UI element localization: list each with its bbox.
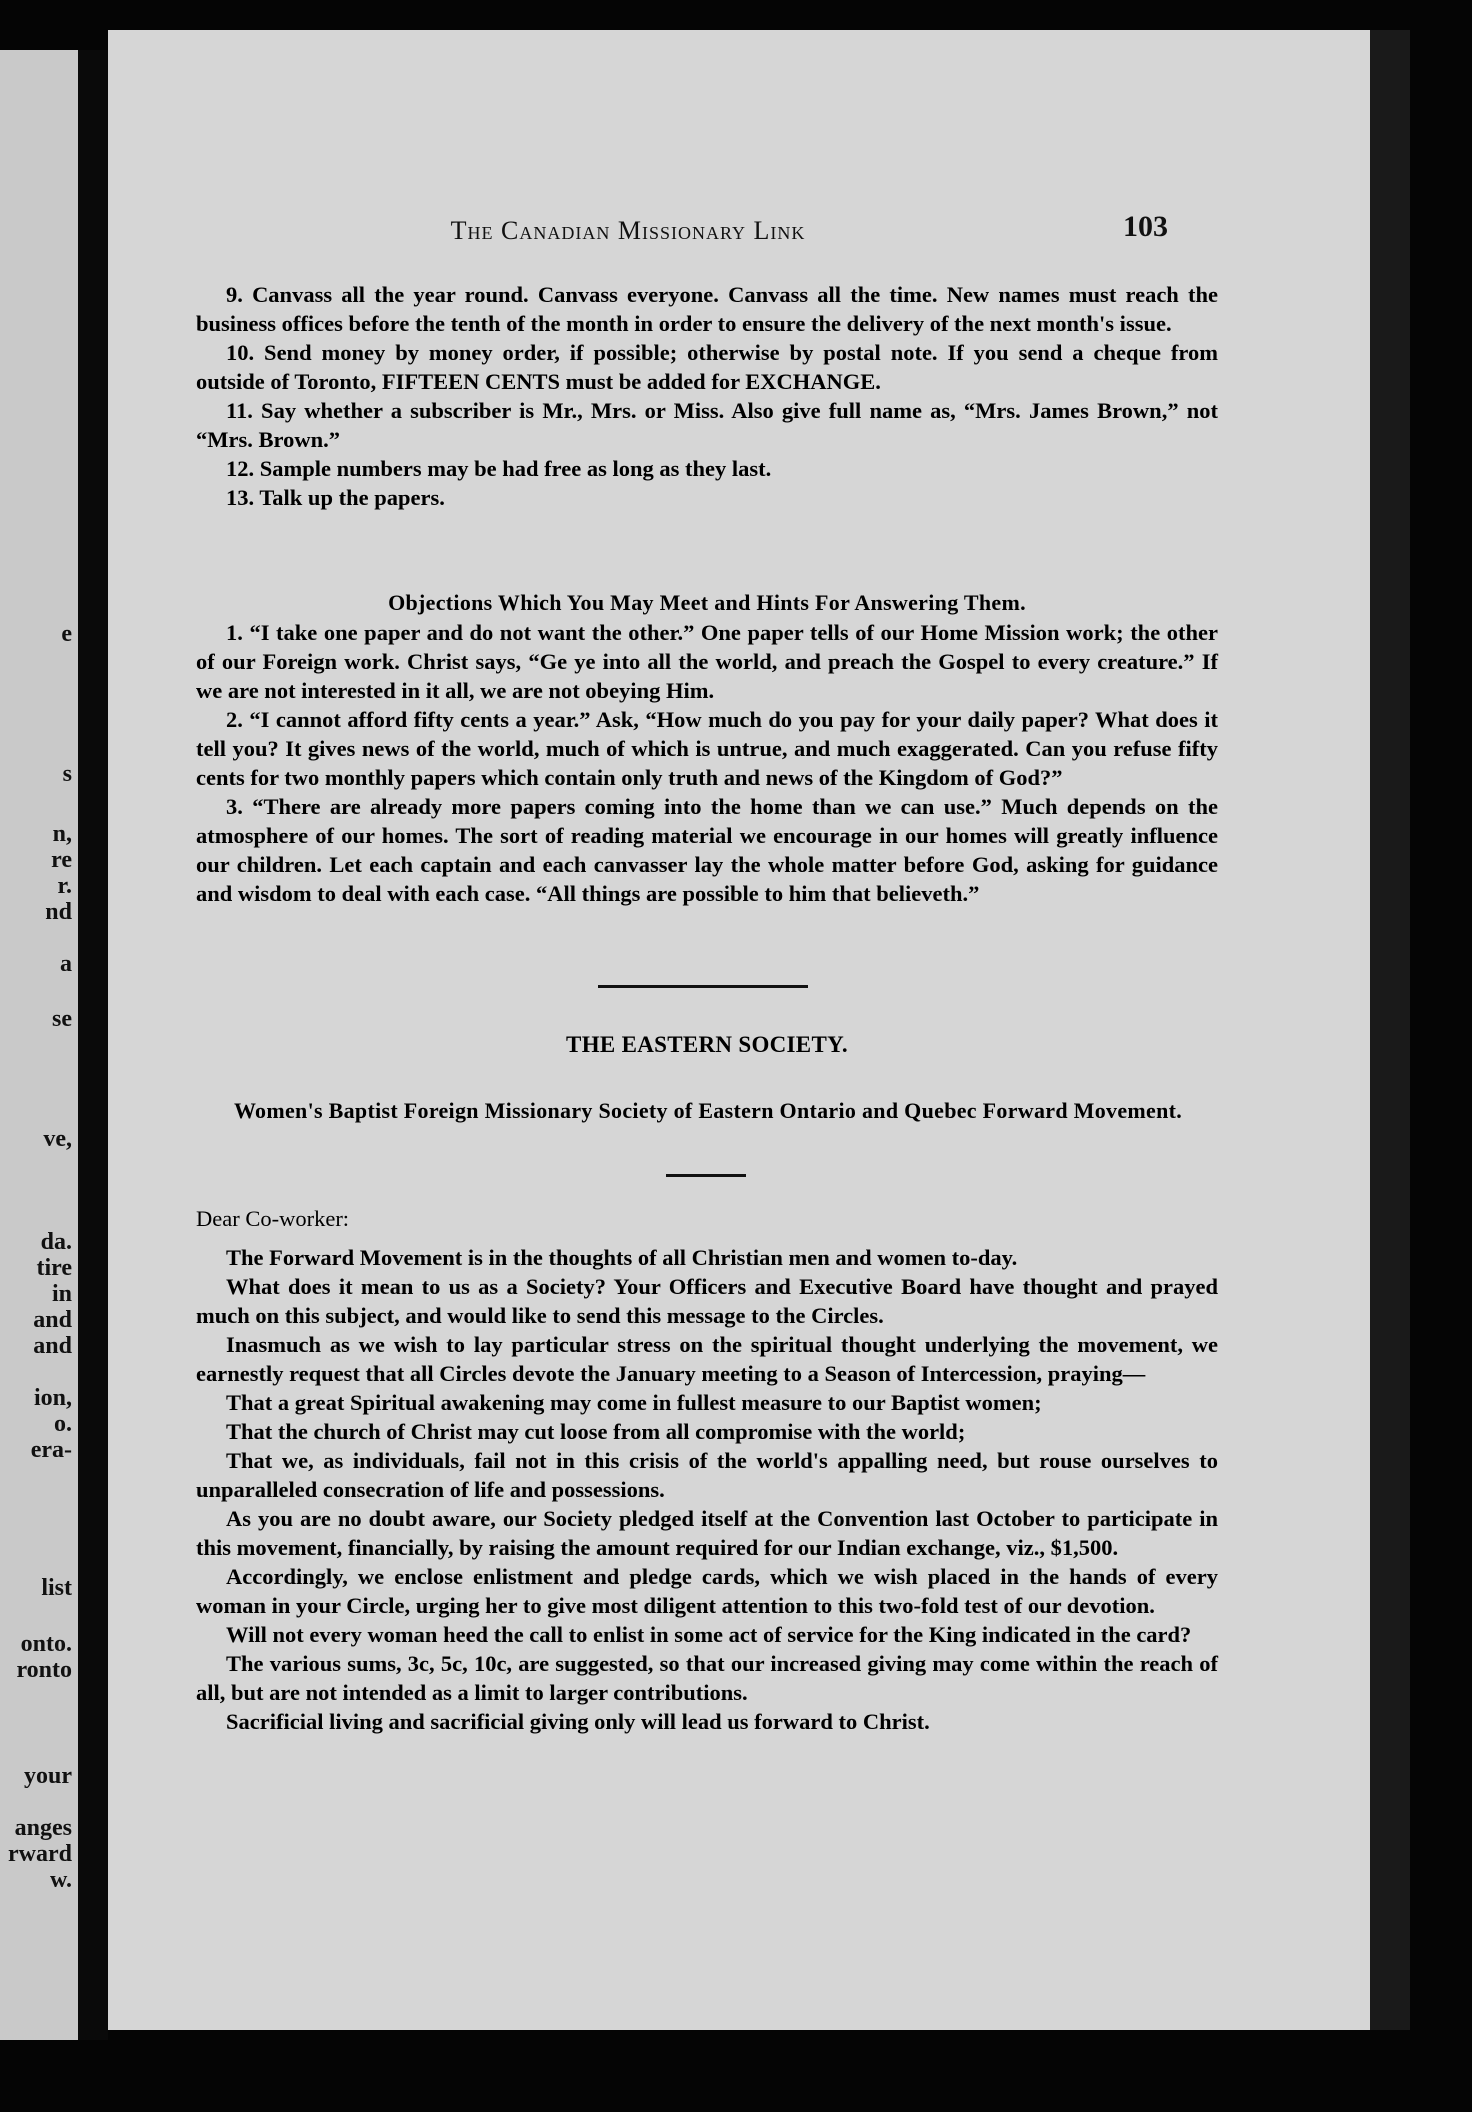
facing-page-text: and [33, 1307, 72, 1333]
facing-page-fragment [0, 50, 78, 2040]
running-title: The Canadian Missionary Link [450, 216, 806, 245]
objections-heading: Objections Which You May Meet and Hints For Answering Them. [388, 590, 1026, 615]
page-edge [1370, 30, 1410, 2030]
paragraph: Will not every woman heed the call to enlist in some act of service for the King indicated in the card? [226, 1622, 1192, 1647]
paragraph: 9. Canvass all the year round. Canvass everyone. Canvass all the time. New names must reach the business offices before the tenth of the month in order to ensure the delivery of the next month's issue. [196, 282, 1218, 336]
paragraph: That the church of Christ may cut loose from all compromise with the world; [226, 1419, 966, 1444]
paragraph: 13. Talk up the papers. [226, 485, 445, 510]
section-divider [598, 985, 808, 988]
facing-page-text: and [33, 1333, 72, 1359]
eastern-society-subheading-block [228, 1096, 1188, 1126]
facing-page-text: re [51, 847, 72, 873]
facing-page-text: se [52, 1006, 72, 1032]
facing-page-text: rward [8, 1841, 72, 1867]
facing-page-text: nd [45, 899, 72, 925]
paragraph: As you are no doubt aware, our Society pledged itself at the Convention last October to participate in this movement, financially, by raising the amount required for our Indian exchange, viz., $1,500. [196, 1506, 1218, 1560]
facing-page-text: a [60, 951, 72, 977]
facing-page-text: onto. [20, 1631, 72, 1657]
facing-page-text: da. [40, 1229, 72, 1255]
eastern-society-section [196, 1030, 1218, 1060]
paragraph: 1. “I take one paper and do not want the other.” One paper tells of our Home Mission work; the other of our Foreign work. Christ says, “Ge ye into all the world, and preach the Gospel to every creature.” If we are not interested in it all, we are not obeying Him. [196, 620, 1218, 703]
canvass-instructions [196, 280, 1218, 512]
facing-page-text: w. [49, 1867, 72, 1893]
eastern-society-subheading: Women's Baptist Foreign Missionary Society of Eastern Ontario and Quebec Forward Movement. [233, 1098, 1183, 1123]
paragraph: 2. “I cannot afford fifty cents a year.” Ask, “How much do you pay for your daily paper? What does it tell you? It gives news of the world, much of which is untrue, and much exaggerated. Can you refuse fifty cents for two monthly papers which contain only truth and news of the Kingdom of God?” [196, 707, 1218, 790]
paragraph: 11. Say whether a subscriber is Mr., Mrs. or Miss. Also give full name as, “Mrs. James Brown,” not “Mrs. Brown.” [196, 398, 1218, 452]
page-number: 103 [1123, 210, 1168, 243]
facing-page-text: your [24, 1763, 72, 1789]
facing-page-text: ve, [43, 1126, 72, 1152]
paragraph: 10. Send money by money order, if possible; otherwise by postal note. If you send a cheque from outside of Toronto, FIFTEEN CENTS must be added for EXCHANGE. [196, 340, 1218, 394]
facing-page-text: in [51, 1281, 72, 1307]
facing-page-text: ion, [33, 1385, 72, 1411]
facing-page-text: e [61, 621, 72, 647]
facing-page-text: r. [57, 873, 72, 899]
paragraph: What does it mean to us as a Society? Your Officers and Executive Board have thought and prayed much on this subject, and would like to send this message to the Circles. [196, 1274, 1218, 1328]
section-divider [666, 1174, 746, 1177]
paragraph: The various sums, 3c, 5c, 10c, are suggested, so that our increased giving may come within the reach of all, but are not intended as a limit to larger contributions. [196, 1651, 1218, 1705]
facing-page-text: s [62, 761, 72, 787]
facing-page-text: n, [52, 821, 72, 847]
facing-page-text: anges [14, 1815, 72, 1841]
paragraph: Inasmuch as we wish to lay particular stress on the spiritual thought underlying the movement, we earnestly request that all Circles devote the January meeting to a Season of Intercession, praying— [196, 1332, 1218, 1386]
eastern-society-heading: THE EASTERN SOCIETY. [566, 1032, 848, 1057]
facing-page-text: era- [30, 1437, 72, 1463]
facing-page-text: tire [36, 1255, 72, 1281]
facing-page-text: ronto [16, 1657, 72, 1683]
paragraph: That a great Spiritual awakening may come in fullest measure to our Baptist women; [226, 1390, 1042, 1415]
salutation: Dear Co-worker: [196, 1206, 350, 1231]
book-page [108, 30, 1370, 2030]
paragraph: Sacrificial living and sacrificial giving only will lead us forward to Christ. [226, 1709, 930, 1734]
paragraph: The Forward Movement is in the thoughts of all Christian men and women to-day. [226, 1245, 1018, 1270]
book-gutter [78, 50, 108, 2040]
paragraph: 12. Sample numbers may be had free as long as they last. [226, 456, 772, 481]
facing-page-text: list [41, 1575, 72, 1601]
facing-page-text: o. [54, 1411, 72, 1437]
letter-body [196, 1204, 1218, 1736]
objections-section [196, 588, 1218, 908]
paragraph: Accordingly, we enclose enlistment and pledge cards, which we wish placed in the hands of every woman in your Circle, urging her to give most diligent attention to this two-fold test of our devotion. [196, 1564, 1218, 1618]
paragraph: That we, as individuals, fail not in this crisis of the world's appalling need, but rouse ourselves to unparalleled consecration of life and possessions. [196, 1448, 1218, 1502]
paragraph: 3. “There are already more papers coming into the home than we can use.” Much depends on the atmosphere of our homes. The sort of reading material we encourage in our homes will greatly influence our children. Let each captain and each canvasser lay the whole matter before God, asking for guidance and wisdom to deal with each case. “All things are possible to him that believeth.” [196, 794, 1218, 906]
